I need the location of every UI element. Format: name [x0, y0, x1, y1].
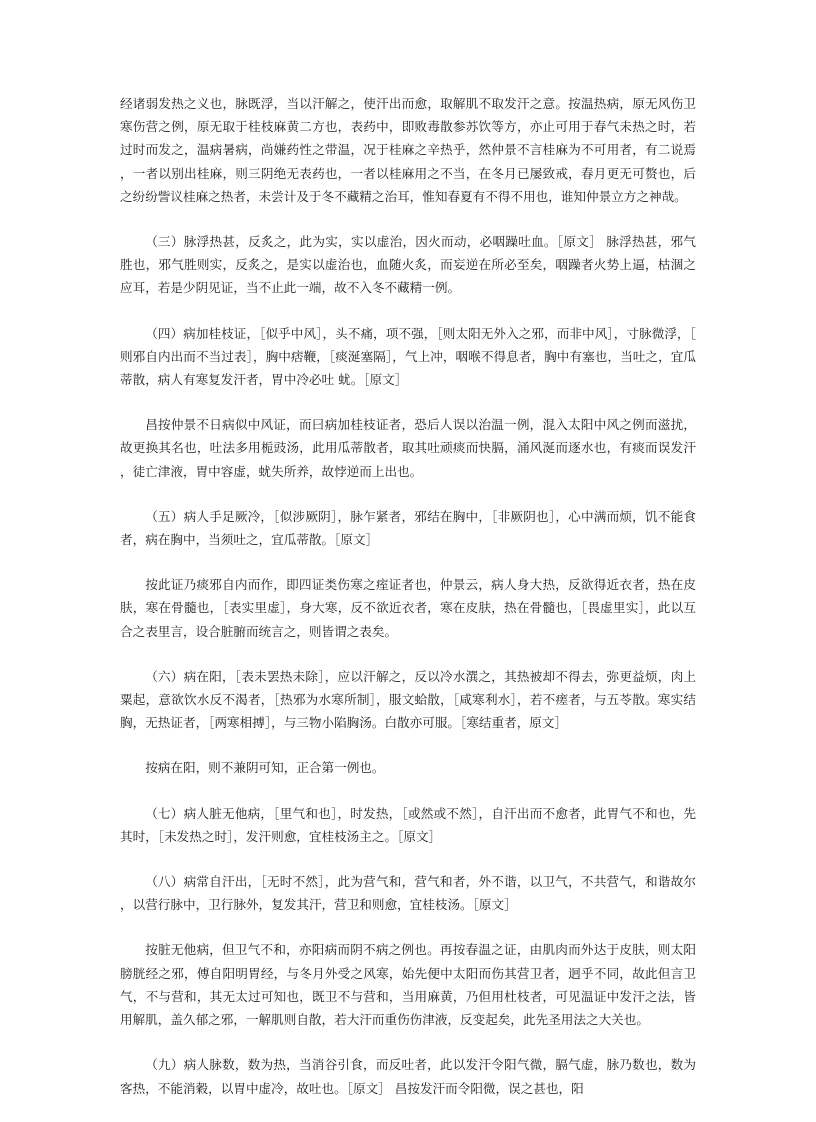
paragraph-3: （四）病加桂枝证，［似乎中风］，头不痛，项不强，［则太阳无外入之邪，而非中风］，寸脉微浮，［则邪自内出而不当过表］，胸中痞鞭，［痰涎塞隔］，气上冲，咽喉不得息者，胸中有塞也，当吐之，宜瓜蒂散，病人有寒复发汗者，胃中冷必吐 蚘。［原文］ [120, 325, 696, 388]
paragraph-8: 按病在阳，则不兼阴可知，正合第一例也。 [145, 760, 385, 776]
paragraph-5: （五）病人手足厥冷，［似涉厥阴］，脉乍紧者，邪结在胸中，［非厥阴也］，心中满而烦，饥不能食者，病在胸中，当须吐之，宜瓜蒂散。［原文］ [120, 508, 696, 548]
paragraph-1: 经诸弱发热之义也，脉既浮，当以汗解之，使汗出而愈，取解肌不取发汗之意。按温热病，原无风伤卫寒伤营之例，原无取于桂枝麻黄二方也，表药中，即败毒散参苏饮等方，亦止可用于春气未热之时，若过时而发之，温病暑病，尚嫌药性之带温，况于桂麻之辛热乎，然仲景不言桂麻为不可用者，有二说焉，一者以别出桂麻，则三阴绝无表药也，一者以桂麻用之不当，在冬月已屡致戒，春月更无可赘也，后之纷纷訾议桂麻之热者，未尝计及于冬不藏精之治耳，惟知春夏有不得不用也，谁知仲景立方之神哉。 [120, 96, 696, 204]
paragraph-9: （七）病人脏无他病，［里气和也］，时发热，［或然或不然］，自汗出而不愈者，此胃气不和也，先其时，［未发热之时］，发汗则愈，宜桂枝汤主之。［原文］ [120, 805, 696, 844]
paragraph-11: 按脏无他病，但卫气不和，亦阳病而阴不病之例也。再按春温之证，由肌肉而外达于皮肤，则太阳膀胱经之邪，傅自阳明胃经，与冬月外受之风寒，始先便中太阳而伤其营卫者，迥乎不同，故此但言卫气，不与营和，其无太过可知也，既卫不与营和，当用麻黄，乃但用杜枝者，可见温证中发汗之法，皆用解肌，盖久郁之邪，一解肌则自散，若大汗而重伤伤津液，反变起矣，此先圣用法之大关也。 [120, 942, 696, 1028]
paragraph-4: 昌按仲景不日病似中风证，而曰病加桂枝证者，恐后人误以治温一例，混入太阳中风之例而滋扰，故更换其名也，吐法多用栀豉汤，此用瓜蒂散者，取其吐顽痰而快膈，涌风涎而逐水也，有痰而误发汗，徒亡津液，胃中容虚，蚘失所养，故悖逆而上出也。 [120, 417, 696, 479]
paragraph-2: （三）脉浮热甚，反炙之，此为实，实以虚治，因火而动，必咽躁吐血。［原文］ 脉浮热甚，邪气胜也，邪气胜则实，反炙之，是实以虚治也，血随火炙，而妄逆在所必至矣，咽躁者火势上逼，枯涸之应耳，若是少阴见证，当不止此一端，故不入冬不藏精一例。 [120, 234, 696, 296]
paragraph-12: （九）病人脉数，数为热，当消谷引食，而反吐者，此以发汗令阳气微，膈气虚，脉乃数也，数为客热，不能消穀，以胃中虚冷，故吐也。［原文］ 昌按发汗而令阳微，误之甚也，阳 [120, 1057, 696, 1096]
document-page [120, 92, 696, 1122]
paragraph-10: （八）病常自汗出，［无时不然］，此为营气和，营气和者，外不谐，以卫气，不共营气，和谐故尔，以营行脉中，卫行脉外，复发其汗，营卫和则愈，宜桂枝汤。［原文］ [120, 874, 696, 913]
paragraph-7: （六）病在阳，［表未罢热未除］，应以汗解之，反以冷水潠之，其热被却不得去，弥更益烦，肉上粟起，意欲饮水反不渴者，［热邪为水寒所制］，服文蛤散，［咸寒利水］，若不瘥者，与五苓散。寒实结胸，无热证者，［两寒相搏］，与三物小陷胸汤。白散亦可服。［寒结重者，原文］ [120, 668, 696, 731]
paragraph-6: 按此证乃痰邪自内而作，即四证类伤寒之痓证者也，仲景云，病人身大热，反欲得近衣者，热在皮肤，寒在骨髓也，［表实里虚］，身大寒，反不欲近衣者，寒在皮肤，热在骨髓也，［畏虚里实］，此以互合之表里言，设合脏腑而统言之，则皆谓之表矣。 [120, 577, 696, 639]
